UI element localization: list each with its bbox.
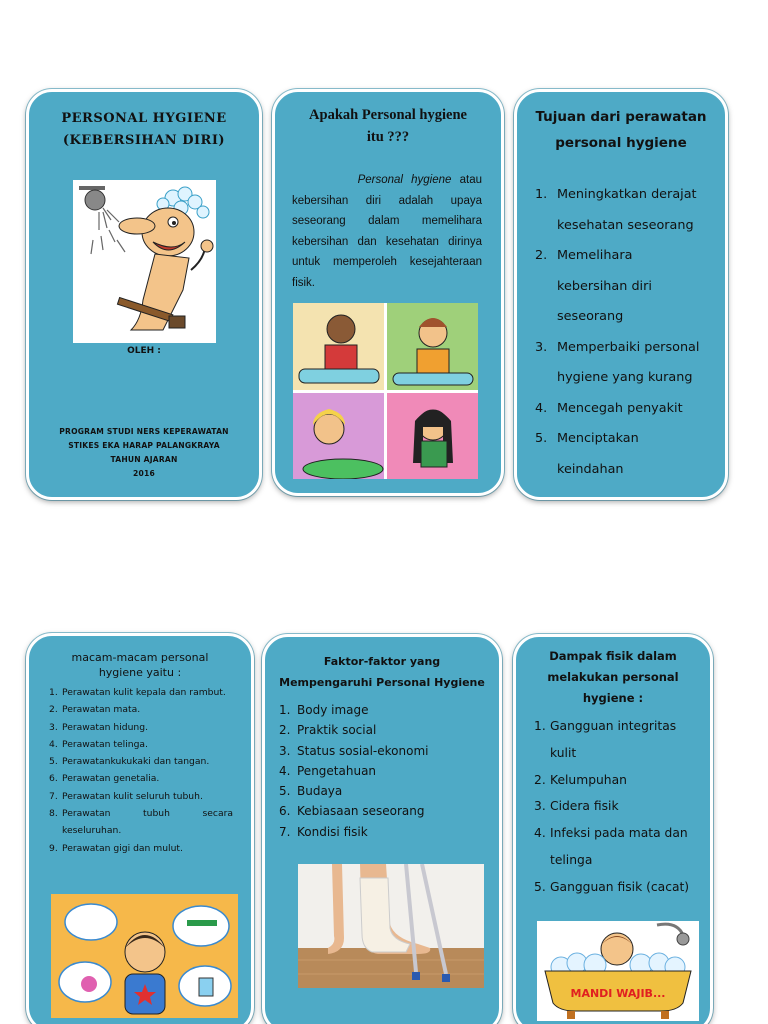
panel-types	[26, 633, 254, 1024]
list-item: 3. Perawatan hidung.	[49, 721, 148, 733]
panel-factors	[262, 634, 502, 1024]
factors-list	[279, 700, 487, 842]
cover-title: PERSONAL HYGIENE (KEBERSIHAN DIRI)	[61, 111, 227, 148]
list-item: 1. Meningkatkan derajat kesehatan seseorang	[535, 187, 697, 233]
list-item: 2. Praktik social	[279, 723, 377, 738]
tub-caption: MANDI WAJIB...	[570, 987, 666, 1000]
list-item: 3. Status sosial-ekonomi	[279, 743, 429, 758]
bathtub-kid-icon	[537, 921, 699, 1021]
panel-definition	[272, 89, 504, 496]
list-item: 3. Memperbaiki personal hygiene yang kurang	[535, 339, 700, 385]
impacts-list	[534, 713, 704, 901]
definition-title: Apakah Personal hygiene itu ???	[309, 107, 467, 145]
bandaged-foot-crutches-icon	[298, 864, 484, 988]
types-list	[49, 684, 233, 857]
author-label: OLEH :	[127, 346, 161, 356]
definition-text: Personal hygiene atau kebersihan diri adalah upaya seseorang dalam memelihara kebersihan dan kesehatan dirinya untuk memperoleh kesejahteraan fisik.	[292, 174, 483, 289]
panel-goals	[514, 89, 728, 500]
list-item: 2. Memelihara kebersihan diri seseorang	[535, 248, 652, 324]
list-item: 4. Mencegah penyakit	[535, 400, 683, 416]
list-item: 5. Menciptakan keindahan	[535, 431, 639, 477]
list-item: 1. Perawatan kulit kepala dan rambut.	[49, 687, 226, 698]
shower-cartoon-icon	[73, 180, 216, 343]
list-item: 5. Gangguan fisik (cacat)	[534, 879, 690, 894]
list-item: 4. Perawatan telinga.	[49, 738, 148, 750]
list-item: 1. Gangguan integritas kulit	[534, 719, 677, 760]
list-item: 6. Kebiasaan seseorang	[279, 804, 425, 819]
types-intro: macam-macam personal hygiene yaitu :	[71, 651, 209, 679]
institution-block: PROGRAM STUDI NERS KEPERAWATAN STIKES EKA HARAP PALANGKRAYA TAHUN AJARAN 2016	[59, 427, 229, 478]
list-item: 9. Perawatan gigi dan mulut.	[49, 842, 183, 854]
goals-title: Tujuan dari perawatan personal hygiene	[535, 109, 707, 151]
panel-impacts	[513, 634, 713, 1024]
kids-washing-icon	[293, 303, 478, 479]
list-item: 8. Perawatan tubuh secara keseluruhan.	[49, 808, 233, 837]
list-item: 2. Perawatan mata.	[49, 704, 141, 716]
goals-list	[535, 180, 715, 485]
list-item: 4. Infeksi pada mata dan telinga	[534, 826, 688, 867]
impacts-title: Dampak fisik dalam melakukan personal hygiene :	[547, 649, 679, 705]
list-item: 7. Perawatan kulit seluruh tubuh.	[49, 790, 203, 802]
list-item: 7. Kondisi fisik	[279, 824, 368, 839]
list-item: 5. Perawatankukukaki dan tangan.	[49, 756, 210, 768]
list-item: 3. Cidera fisik	[534, 799, 619, 814]
factors-title: Faktor-faktor yang Mempengaruhi Personal Hygiene	[279, 655, 485, 689]
list-item: 5. Budaya	[279, 784, 343, 799]
list-item: 2. Kelumpuhan	[534, 772, 627, 787]
list-item: 6. Perawatan genetalia.	[49, 773, 160, 785]
panel-cover	[26, 89, 262, 500]
boy-bathing-icon	[51, 894, 238, 1018]
list-item: 1. Body image	[279, 703, 369, 717]
list-item: 4. Pengetahuan	[279, 763, 377, 778]
